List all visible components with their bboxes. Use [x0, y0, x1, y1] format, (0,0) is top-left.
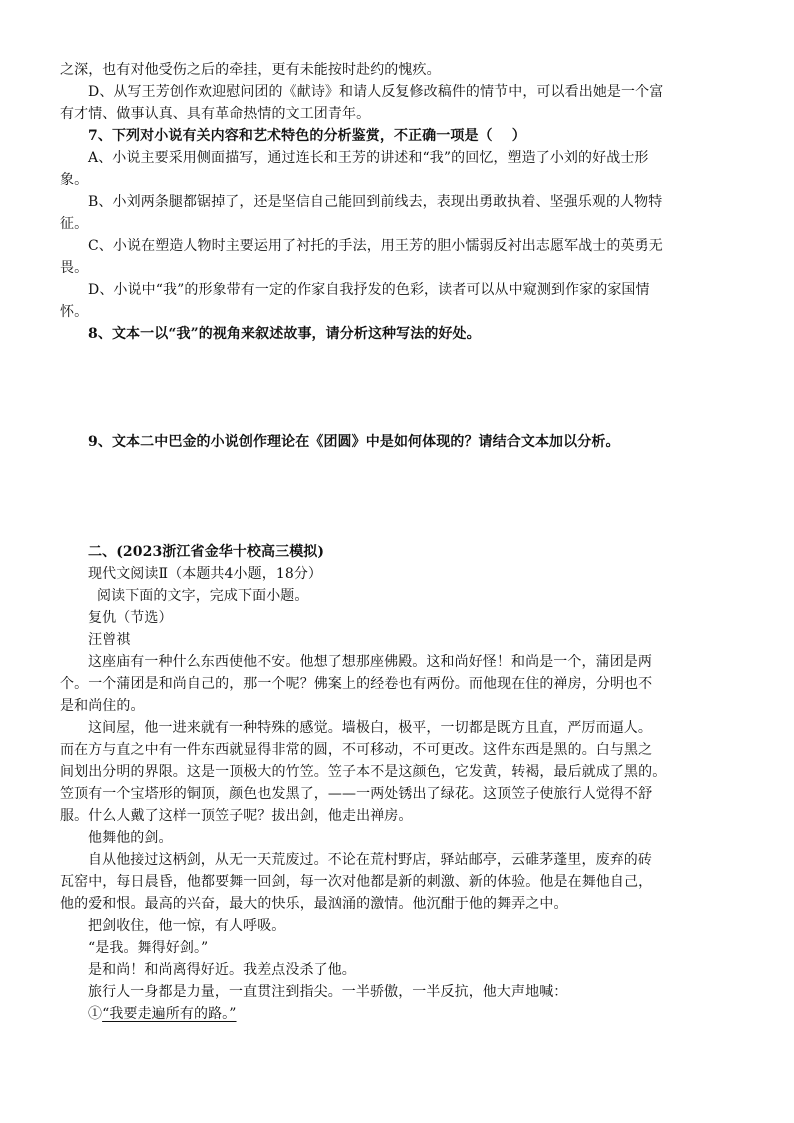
q7-option-a-line-1: A、小说主要采用侧面描写，通过连长和王芳的讲述和“我”的回忆，塑造了小刘的好战士形 [88, 150, 649, 166]
sentence-marker: ① [88, 1006, 103, 1022]
answer-space-q8 [60, 345, 740, 431]
question-9-stem: 9、文本二中巴金的小说创作理论在《团圆》中是如何体现的？请结合文本加以分析。 [88, 434, 620, 450]
passage-p9 [60, 1003, 740, 1025]
passage-p2-line-3: 间划出分明的界限。这是一顶极大的竹笠。笠子本不是这颜色，它发黄，转褐，最后就成了黑的。 [60, 764, 667, 780]
passage-p2-line-5: 服。什么人戴了这样一顶笠子呢？拔出剑，他走出禅房。 [60, 808, 413, 824]
q7-option-d-line-1: D、小说中“我”的形象带有一定的作家自我抒发的色彩，读者可以从中窥测到作家的家国情 [88, 282, 650, 298]
option-d-line-2: 有才情、做事认真、具有革命热情的文工团青年。 [60, 106, 371, 122]
passage-p2-line-1: 这间屋，他一进来就有一种特殊的感觉。墙极白，极平，一切都是既方且直，严厉而逼人。 [88, 720, 652, 736]
q7-option-a-line-2: 象。 [60, 172, 89, 188]
answer-space-q9 [60, 453, 740, 541]
passage-p8: 旅行人一身都是力量，一直贯注到指尖。一半骄傲，一半反抗，他大声地喊： [88, 984, 568, 1000]
question-7-stem: 7、下列对小说有关内容和艺术特色的分析鉴赏，不正确一项是（ ） [88, 128, 526, 144]
story-author: 汪曾祺 [88, 632, 131, 648]
q7-option-c-line-2: 畏。 [60, 260, 89, 276]
passage-p4-line-3: 他的爱和恨。最高的兴奋，最大的快乐，最汹涌的激情。他沉酣于他的舞弄之中。 [60, 896, 568, 912]
passage-p2-line-2: 而在方与直之中有一件东西就显得非常的圆，不可移动，不可更改。这件东西是黑的。白与黑之 [60, 742, 653, 758]
q7-option-b-line-2: 征。 [60, 216, 89, 232]
q7-option-c-line-1: C、小说在塑造人物时主要运用了衬托的手法，用王芳的胆小懦弱反衬出志愿军战士的英勇无 [88, 238, 663, 254]
passage-p1-line-3: 是和尚住的。 [60, 698, 145, 714]
passage-p4-line-2: 瓦窑中，每日晨昏，他都要舞一回剑，每一次对他都是新的刺激、新的体验。他是在舞他自己， [60, 874, 653, 890]
passage-p4-line-1: 自从他接过这柄剑，从无一天荒废过。不论在荒村野店，驿站邮亭，云碓茅蓬里，废弃的砖 [88, 852, 652, 868]
story-title: 复仇（节选） [88, 610, 173, 626]
q7-option-b-line-1: B、小刘两条腿都锯掉了，还是坚信自己能回到前线去，表现出勇敢执着、坚强乐观的人物特 [88, 194, 663, 210]
passage-p7: 是和尚！和尚离得好近。我差点没杀了他。 [88, 962, 356, 978]
document-page [60, 59, 740, 1025]
text-line: 之深，也有对他受伤之后的牵挂，更有未能按时赴约的愧疚。 [60, 62, 441, 78]
section-2-subtitle: 现代文阅读Ⅱ（本题共4小题，18分） [88, 566, 323, 582]
underlined-sentence: “我要走遍所有的路。” [102, 1006, 237, 1022]
reading-instruction: 阅读下面的文字，完成下面小题。 [97, 588, 309, 604]
option-d-line-1: D、从写王芳创作欢迎慰问团的《献诗》和请人反复修改稿件的情节中，可以看出她是一个富 [88, 84, 664, 100]
section-2-title: 二、(2023浙江省金华十校高三模拟) [88, 544, 325, 560]
passage-p1-line-1: 这座庙有一种什么东西使他不安。他想了想那座佛殿。这和尚好怪！和尚是一个，蒲团是两 [88, 654, 652, 670]
passage-p3: 他舞他的剑。 [88, 830, 173, 846]
question-8-stem: 8、文本一以“我”的视角来叙述故事，请分析这种写法的好处。 [88, 326, 481, 342]
passage-p5: 把剑收住，他一惊，有人呼吸。 [88, 918, 286, 934]
passage-p6: “是我。舞得好剑。” [88, 940, 209, 956]
passage-p1-line-2: 个。一个蒲团是和尚自己的，那一个呢？佛案上的经卷也有两份。而他现在住的禅房，分明也不 [60, 676, 653, 692]
q7-option-d-line-2: 怀。 [60, 304, 89, 320]
passage-p2-line-4: 笠顶有一个宝塔形的铜顶，颜色也发黑了，——一两处锈出了绿花。这顶笠子使旅行人觉得不舒 [60, 786, 653, 802]
